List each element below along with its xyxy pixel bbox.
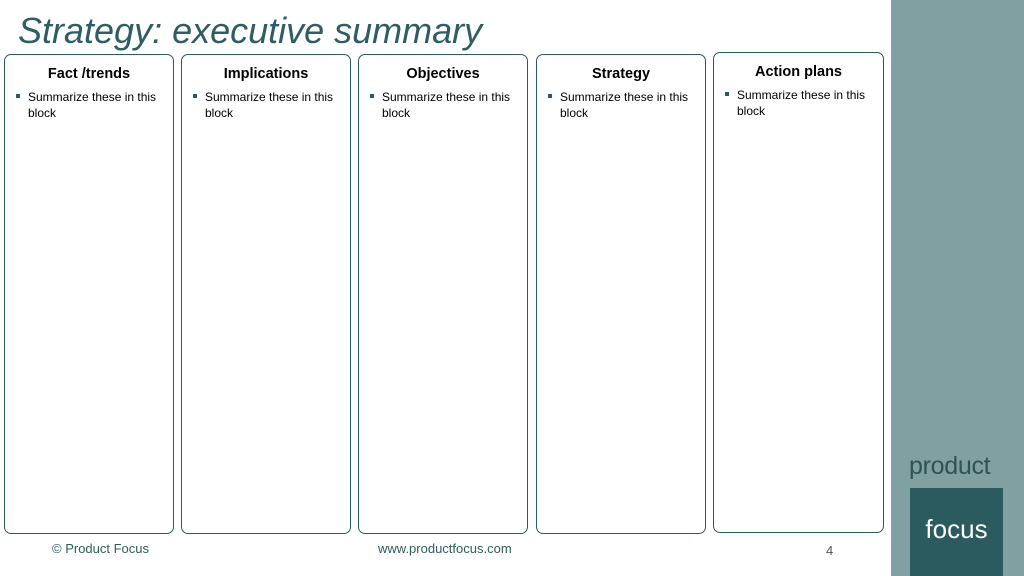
logo-product-word: product bbox=[909, 452, 991, 480]
slide-title: Strategy: executive summary bbox=[18, 10, 483, 51]
bullet-text: Summarize these in this block bbox=[205, 90, 334, 120]
column-heading: Action plans bbox=[754, 64, 842, 80]
logo-focus-box bbox=[910, 488, 1003, 576]
column-bullet bbox=[359, 89, 527, 121]
square-bullet-icon bbox=[193, 94, 197, 98]
footer-website: www.productfocus.com bbox=[378, 541, 512, 556]
column-objectives bbox=[358, 54, 528, 534]
column-heading: Objectives bbox=[406, 66, 480, 82]
column-bullet bbox=[537, 89, 705, 121]
square-bullet-icon bbox=[16, 94, 20, 98]
bullet-text: Summarize these in this block bbox=[28, 90, 157, 120]
footer-copyright: © Product Focus bbox=[52, 541, 150, 556]
logo-focus-word: focus bbox=[925, 514, 988, 544]
column-fact-trends bbox=[4, 54, 174, 534]
column-bullet bbox=[182, 89, 350, 121]
square-bullet-icon bbox=[548, 94, 552, 98]
column-heading: Fact /trends bbox=[47, 66, 131, 82]
column-heading: Strategy bbox=[591, 66, 651, 82]
column-implications bbox=[181, 54, 351, 534]
column-bullet bbox=[5, 89, 173, 121]
column-bullet bbox=[714, 87, 883, 119]
column-heading: Implications bbox=[223, 66, 309, 82]
square-bullet-icon bbox=[725, 92, 729, 96]
page-number: 4 bbox=[826, 543, 834, 558]
column-strategy bbox=[536, 54, 706, 534]
bullet-text: Summarize these in this block bbox=[737, 88, 866, 118]
bullet-text: Summarize these in this block bbox=[560, 90, 689, 120]
bullet-text: Summarize these in this block bbox=[382, 90, 511, 120]
square-bullet-icon bbox=[370, 94, 374, 98]
column-action-plans bbox=[713, 52, 884, 533]
